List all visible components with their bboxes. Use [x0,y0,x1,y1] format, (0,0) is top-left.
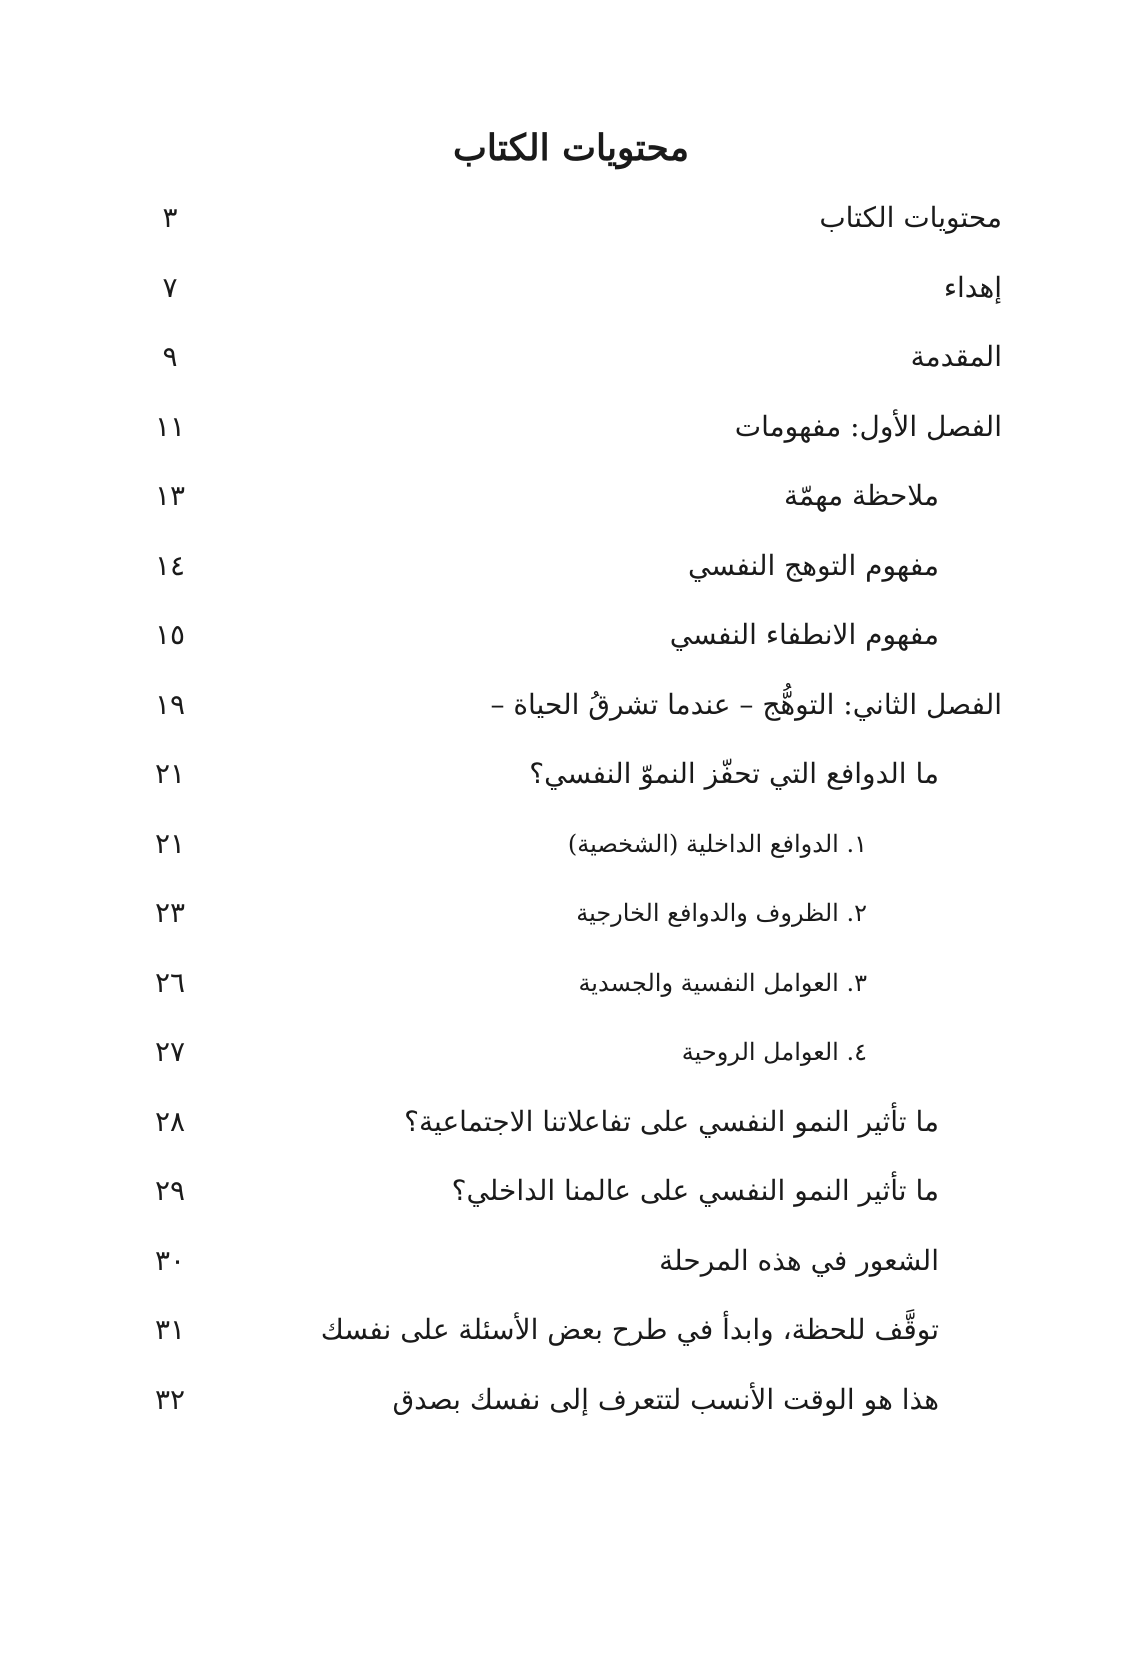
toc-entry[interactable] [0,1235,1142,1287]
toc-entry-page: ١٤ [154,549,186,582]
toc-entry[interactable] [0,331,1142,383]
toc-entry-label: ٣. العوامل النفسية والجسدية [578,969,867,997]
toc-entry-label: مفهوم التوهج النفسي [688,549,939,582]
toc-entry[interactable] [0,1096,1142,1148]
toc-entry[interactable] [0,401,1142,453]
toc-entry-label: ملاحظة مهمّة [784,479,939,512]
toc-entry[interactable] [0,1026,1142,1078]
toc-entry-label: ما تأثير النمو النفسي على تفاعلاتنا الاجتماعية؟ [404,1105,939,1138]
toc-entry-page: ١٥ [154,618,186,651]
toc-entry-page: ١٩ [154,688,186,721]
toc-entry[interactable] [0,609,1142,661]
page-title: محتويات الكتاب [453,127,689,169]
toc-entry-label: المقدمة [910,340,1002,373]
toc-entry[interactable] [0,262,1142,314]
toc-entry-label: ١. الدوافع الداخلية (الشخصية) [567,830,867,858]
toc-entry-label: ما تأثير النمو النفسي على عالمنا الداخلي؟ [451,1174,939,1207]
toc-entry[interactable] [0,1165,1142,1217]
toc-entry-page: ٢٧ [154,1035,186,1068]
toc-entry[interactable] [0,1304,1142,1356]
toc-entry-label: ٢. الظروف والدوافع الخارجية [576,899,867,927]
toc-entry-label: مفهوم الانطفاء النفسي [669,618,939,651]
toc-entry-page: ٢٣ [154,896,186,929]
toc-entry-label: ما الدوافع التي تحفّز النموّ النفسي؟ [529,757,939,790]
toc-entry-page: ٢٩ [154,1174,186,1207]
toc-entry-label: توقَّف للحظة، وابدأ في طرح بعض الأسئلة على نفسك [320,1313,939,1346]
toc-entry[interactable] [0,748,1142,800]
toc-entry[interactable] [0,818,1142,870]
toc-entry[interactable] [0,957,1142,1009]
toc-entry-label: ٤. العوامل الروحية [681,1038,867,1066]
toc-entry-page: ٢٦ [154,966,186,999]
toc-entry-label: هذا هو الوقت الأنسب لتتعرف إلى نفسك بصدق [392,1383,939,1416]
toc-entry-page: ١١ [154,410,186,443]
toc-entry-page: ٢١ [154,757,186,790]
toc-entry-page: ٣٠ [154,1244,186,1277]
toc-entry-page: ٣ [162,201,178,234]
toc-entry[interactable] [0,192,1142,244]
toc-entry-label: الفصل الأول: مفهومات [734,410,1002,443]
toc-entry-label: إهداء [943,271,1002,304]
toc-entry-page: ٢٨ [154,1105,186,1138]
toc-entry-page: ١٣ [154,479,186,512]
toc-entry-page: ٣١ [154,1313,186,1346]
toc-entry[interactable] [0,887,1142,939]
toc-entry-page: ٧ [162,271,178,304]
toc-entry[interactable] [0,470,1142,522]
toc-entry-label: الشعور في هذه المرحلة [659,1244,939,1277]
toc-entry-page: ٩ [162,340,178,373]
toc-entry-page: ٣٢ [154,1383,186,1416]
toc-entry[interactable] [0,1374,1142,1426]
toc-entry[interactable] [0,679,1142,731]
toc-entry-label: محتويات الكتاب [819,201,1002,234]
toc-entry[interactable] [0,540,1142,592]
toc-entry-page: ٢١ [154,827,186,860]
toc-entry-label: الفصل الثاني: التوهُّج – عندما تشرقُ الحياة – [490,688,1002,721]
